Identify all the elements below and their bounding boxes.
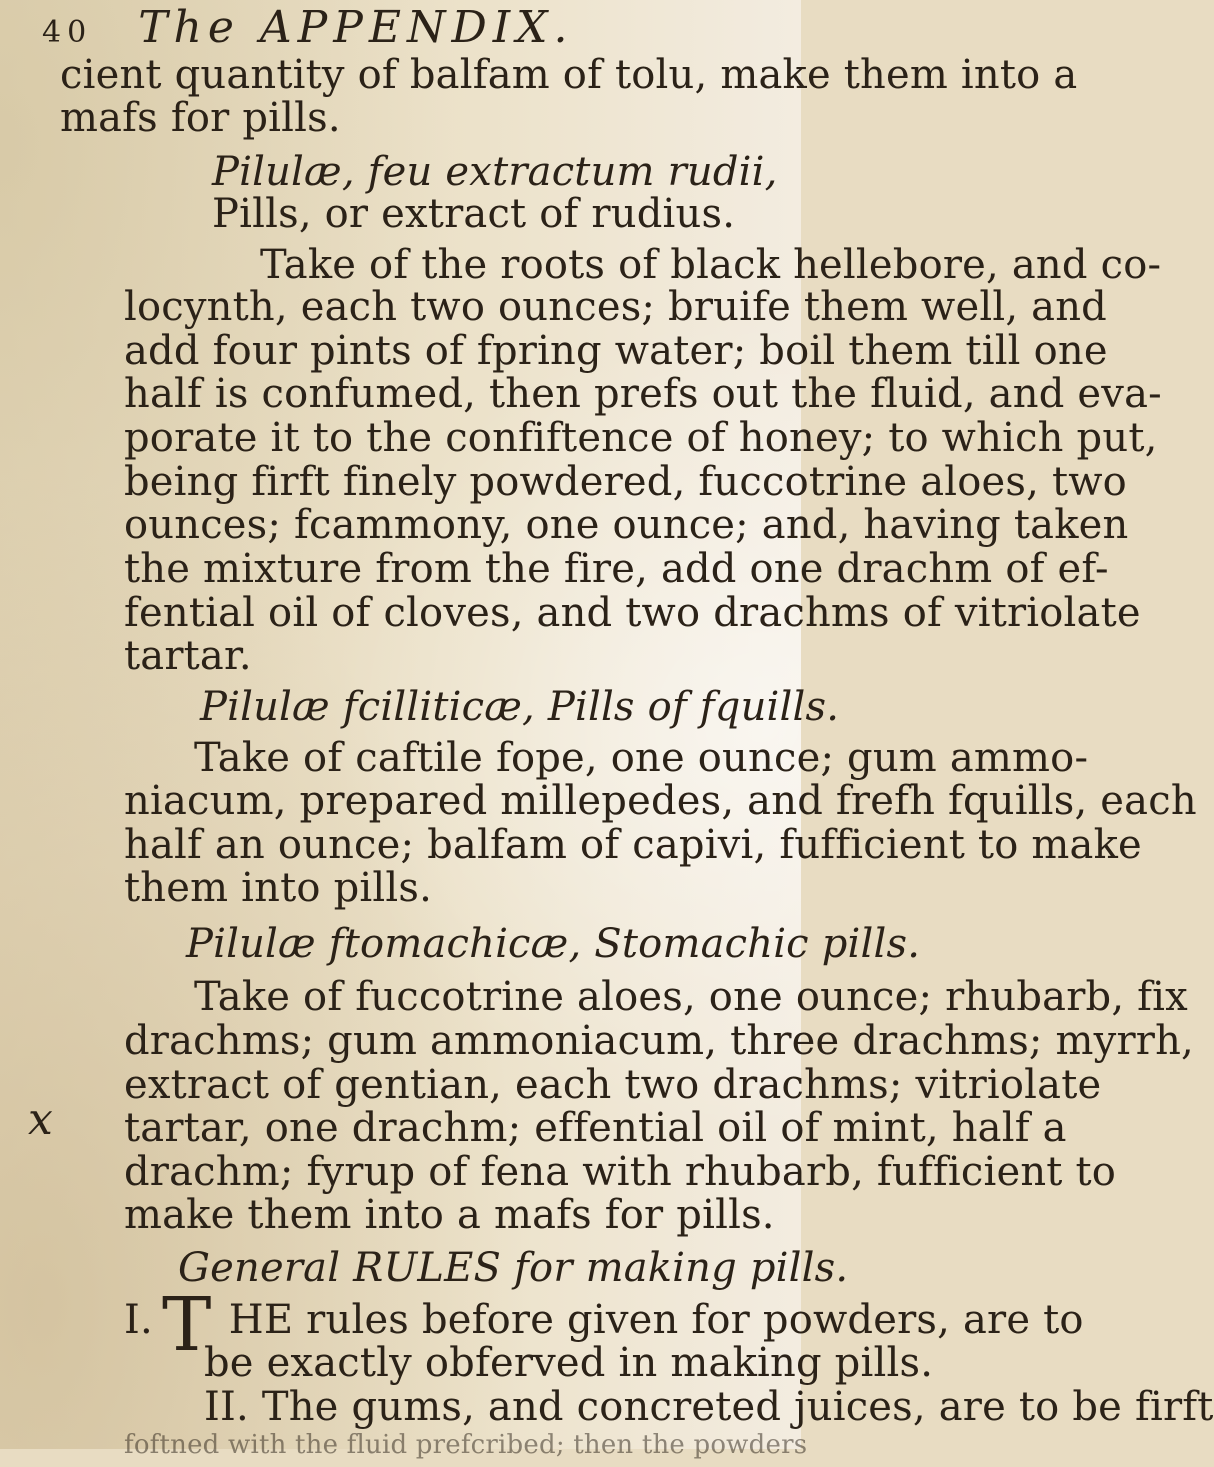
recipe-title: Pilulæ ftomachicæ, Stomachic pills. (186, 921, 921, 967)
recipe-title: Pilulæ fcilliticæ, Pills of fquills. (200, 684, 840, 730)
text-line: ounces; fcammony, one ounce; and, having taken (124, 502, 1129, 548)
text-line: II. The gums, and concreted juices, are to be firft (204, 1384, 1214, 1430)
text-line: foftned with the fluid prefcribed; then the powders (124, 1430, 808, 1460)
page-bottom-cut (0, 1427, 808, 1460)
text-line: Take of the roots of black hellebore, and co- (260, 242, 1162, 288)
text-line: Take of fuccotrine aloes, one ounce; rhubarb, fix (194, 974, 1188, 1020)
text-line: porate it to the confiftence of honey; to which put, (124, 415, 1158, 461)
recipe-title: Pilulæ, feu extractum rudii, (212, 149, 778, 195)
page-header (42, 2, 574, 55)
text-line: locynth, each two ounces; bruife them well, and (124, 284, 1107, 330)
rule-numeral: I. (124, 1297, 153, 1343)
text-line: niacum, prepared millepedes, and frefh fquills, each (124, 778, 1197, 824)
text-line: make them into a mafs for pills. (124, 1192, 775, 1238)
margin-mark: x (28, 1094, 53, 1145)
initial-capital: T (162, 1282, 212, 1368)
text-line: cient quantity of balfam of tolu, make them into a (60, 52, 1078, 98)
text-line: extract of gentian, each two drachms; vitriolate (124, 1062, 1102, 1108)
text-line: drachms; gum ammoniacum, three drachms; myrrh, (124, 1018, 1194, 1064)
text-line: be exactly obferved in making pills. (204, 1340, 934, 1386)
text-line: half is confumed, then prefs out the fluid, and eva- (124, 371, 1162, 417)
text-line: fential oil of cloves, and two drachms of vitriolate (124, 590, 1141, 636)
text-line: drachm; fyrup of fena with rhubarb, fufficient to (124, 1149, 1117, 1195)
text-line: tartar. (124, 633, 252, 679)
text-line: the mixture from the fire, add one drachm of ef- (124, 546, 1109, 592)
text-line: being firft finely powdered, fuccotrine aloes, two (124, 459, 1127, 505)
text-line: Take of caftile fope, one ounce; gum ammo- (194, 735, 1089, 781)
text-line: mafs for pills. (60, 95, 341, 141)
section-heading: General RULES for making pills. (178, 1245, 849, 1291)
text-line: tartar, one drachm; effential oil of mint, half a (124, 1105, 1067, 1151)
rule-first-line (124, 1298, 1084, 1342)
text-line: them into pills. (124, 865, 433, 911)
recipe-subtitle: Pills, or extract of rudius. (212, 191, 736, 237)
page-number: 40 (42, 15, 93, 50)
rule-text: HE rules before given for powders, are to (228, 1297, 1084, 1343)
running-title: The APPENDIX. (138, 2, 574, 53)
text-line: half an ounce; balfam of capivi, fufficient to make (124, 822, 1142, 868)
text-line: add four pints of fpring water; boil them till one (124, 328, 1108, 374)
